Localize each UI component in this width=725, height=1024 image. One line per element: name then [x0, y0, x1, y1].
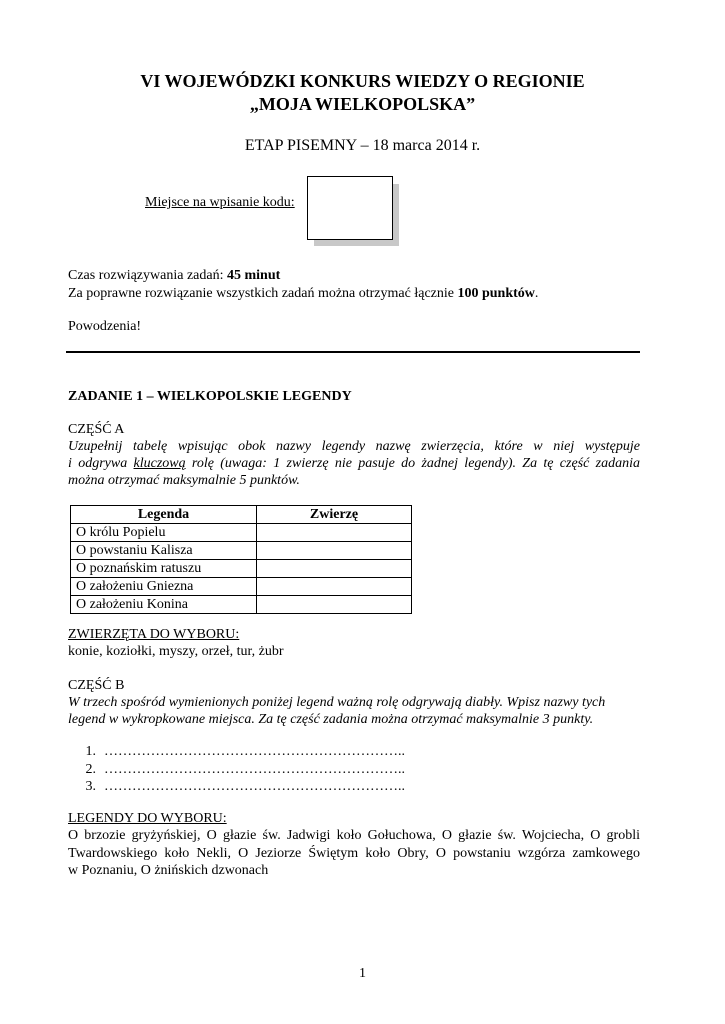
legends-list-line-1: O brzozie gryżyńskiej, O głazie św. Jadwigi koło Gołuchowa, O głazie św. Wojciecha, O grobli	[68, 828, 640, 843]
table-row	[71, 578, 412, 596]
animal-answer-cell[interactable]	[257, 578, 412, 596]
animals-heading: ZWIERZĘTA DO WYBORU:	[68, 627, 240, 642]
code-input-box[interactable]	[307, 176, 393, 240]
time-value: 45 minut	[226, 268, 281, 283]
partA-instr-line-1: Uzupełnij tabelę wpisując obok nazwy legendy nazwę zwierzęcia, które w niej występuje	[68, 439, 640, 454]
legends-table	[70, 505, 412, 614]
title-line-1: VI WOJEWÓDZKI KONKURS WIEDZY O REGIONIE	[140, 71, 585, 91]
partA-instr-line-2	[68, 455, 640, 473]
partB-heading: CZĘŚĆ B	[68, 678, 125, 693]
legends-list-line-2: Twardowskiego koło Nekli, O Jeziorze Świętym koło Obry, O powstaniu wzgórza zamkowego	[68, 846, 640, 861]
answer-number: 3.	[85, 779, 96, 794]
points-value: 100 punktów	[457, 286, 535, 301]
time-info	[68, 267, 280, 285]
stage-date: ETAP PISEMNY – 18 marca 2014 r.	[244, 137, 481, 154]
animal-answer-cell[interactable]	[257, 542, 412, 560]
table-row	[71, 560, 412, 578]
partA-instr-keyword: kluczową	[133, 456, 186, 471]
partB-instr-line-2: legend w wykropkowane miejsca. Za tę część zadania można otrzymać maksymalnie 3 punkty.	[68, 712, 594, 727]
legend-name: O królu Popielu	[71, 524, 257, 542]
table-header-row	[71, 506, 412, 524]
legend-name: O założeniu Konina	[71, 596, 257, 614]
title-line-2: „MOJA WIELKOPOLSKA”	[249, 94, 476, 114]
divider	[66, 351, 640, 353]
answer-line-3[interactable]	[58, 778, 405, 796]
table-header-legend: Legenda	[71, 506, 257, 524]
partA-heading: CZĘŚĆ A	[68, 422, 125, 437]
code-label: Miejsce na wpisanie kodu:	[145, 195, 295, 210]
legend-name: O powstaniu Kalisza	[71, 542, 257, 560]
answer-dots: ………………………………………………………..	[104, 744, 405, 759]
answer-line-2[interactable]	[58, 761, 405, 779]
legends-list-line-3: w Poznaniu, O żnińskich dzwonach	[68, 863, 269, 878]
animal-answer-cell[interactable]	[257, 524, 412, 542]
answer-dots: ………………………………………………………..	[104, 779, 405, 794]
task1-title: ZADANIE 1 – WIELKOPOLSKIE LEGENDY	[68, 389, 352, 404]
good-luck: Powodzenia!	[68, 319, 142, 334]
animal-answer-cell[interactable]	[257, 560, 412, 578]
legends-heading: LEGENDY DO WYBORU:	[68, 811, 227, 826]
table-header-animal: Zwierzę	[257, 506, 412, 524]
answer-number: 1.	[85, 744, 96, 759]
partA-instr-part-b: rolę (uwaga: 1 zwierzę nie pasuje do żadnej legendy). Za tę część zadania	[185, 456, 640, 471]
points-label: Za poprawne rozwiązanie wszystkich zadań można otrzymać łącznie	[68, 286, 458, 301]
legend-name: O założeniu Gniezna	[71, 578, 257, 596]
partA-instr-line-3: można otrzymać maksymalnie 5 punktów.	[68, 473, 300, 488]
partA-instr-part-a: i odgrywa	[68, 456, 134, 471]
answer-number: 2.	[85, 762, 96, 777]
page-number: 1	[359, 966, 366, 981]
points-info	[68, 285, 538, 303]
legend-name: O poznańskim ratuszu	[71, 560, 257, 578]
points-suffix: .	[534, 286, 539, 301]
partB-instr-line-1: W trzech spośród wymienionych poniżej legend ważną rolę odgrywają diabły. Wpisz nazwy tych	[68, 695, 606, 710]
answer-dots: ………………………………………………………..	[104, 762, 405, 777]
table-row	[71, 542, 412, 560]
table-row	[71, 596, 412, 614]
animal-answer-cell[interactable]	[257, 596, 412, 614]
animals-list: konie, koziołki, myszy, orzeł, tur, żubr	[68, 644, 284, 659]
answer-line-1[interactable]	[58, 743, 405, 761]
table-row	[71, 524, 412, 542]
time-label: Czas rozwiązywania zadań:	[68, 268, 227, 283]
